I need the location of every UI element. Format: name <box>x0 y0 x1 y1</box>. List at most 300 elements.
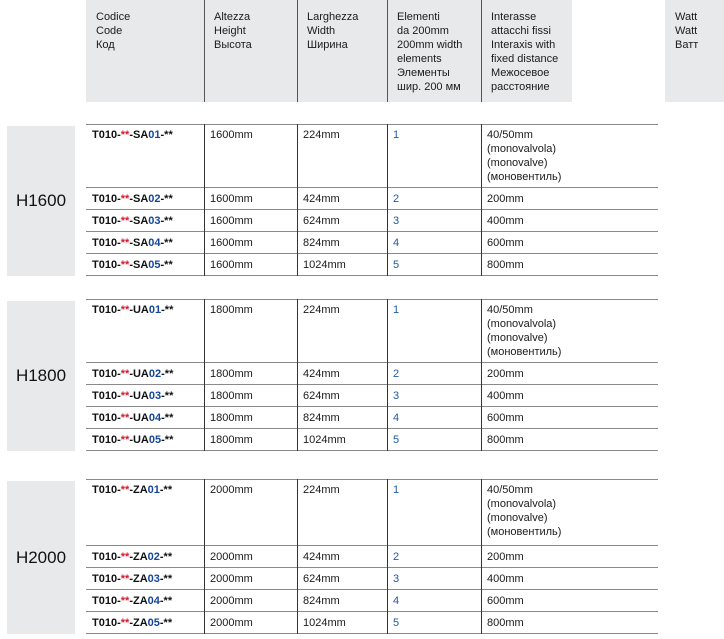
interaxis-line: 800mm <box>487 617 524 629</box>
cell-separator <box>204 590 205 612</box>
cell-width-text: 424mm <box>303 368 340 380</box>
column-gap <box>658 188 724 210</box>
header-line: da 200mm <box>397 25 449 37</box>
cell-code <box>86 299 204 363</box>
cell-width <box>297 124 387 188</box>
code-part: -UA <box>129 412 149 424</box>
cell-width <box>297 590 387 612</box>
interaxis-line: (моновентиль) <box>487 171 562 183</box>
table-row <box>86 385 724 407</box>
cell-interaxis-text <box>481 479 572 539</box>
cell-elements-text: 3 <box>393 215 400 227</box>
code-part: ** <box>120 617 130 629</box>
code-part: 03 <box>148 215 161 227</box>
code-part: ** <box>120 304 130 316</box>
cell-separator <box>204 568 205 590</box>
code-part: -** <box>159 617 173 629</box>
cell-width <box>297 385 387 407</box>
code-part: -UA <box>129 368 149 380</box>
code-part: 01 <box>148 304 162 316</box>
cell-width <box>297 232 387 254</box>
code-part: -ZA <box>129 573 148 585</box>
header-line: 200mm width <box>397 39 463 51</box>
group-label-text: H1600 <box>15 191 67 210</box>
code-part: -** <box>159 595 173 607</box>
code-part: -SA <box>129 193 149 205</box>
cell-code <box>86 124 204 188</box>
cell-separator <box>297 546 298 568</box>
code-part: 04 <box>148 412 162 424</box>
code-part: T010- <box>92 551 121 563</box>
cell-interaxis <box>481 546 572 568</box>
interaxis-line: 400mm <box>487 390 524 402</box>
cell-height-text: 2000mm <box>210 551 253 563</box>
cell-width-text: 824mm <box>303 412 340 424</box>
cell-height <box>204 429 297 451</box>
cell-code <box>86 568 204 590</box>
code-part: ** <box>120 573 130 585</box>
table-row <box>86 407 724 429</box>
cell-separator <box>204 232 205 254</box>
code-part: T010- <box>92 237 121 249</box>
table-row <box>86 124 724 188</box>
code-part: 02 <box>148 193 161 205</box>
code-part: -SA <box>129 237 149 249</box>
interaxis-line: 40/50mm <box>487 129 533 141</box>
cell-width-text: 824mm <box>303 595 340 607</box>
interaxis-line: (monovalvola) <box>487 498 557 510</box>
cell-code-text <box>86 363 204 381</box>
cell-separator <box>297 568 298 590</box>
header-width-lines <box>307 10 358 52</box>
header-line: Interaxis with <box>491 39 556 51</box>
header-interaxis-lines <box>491 10 558 94</box>
group-label-text: H1800 <box>15 366 67 385</box>
cell-elements-text: 4 <box>393 237 400 249</box>
cell-height <box>204 363 297 385</box>
code-part: -SA <box>129 259 149 271</box>
cell-height <box>204 479 297 546</box>
cell-width-text: 1024mm <box>303 259 346 271</box>
cell-separator <box>387 363 388 385</box>
code-part: -UA <box>129 390 149 402</box>
cell-code-text <box>86 429 204 447</box>
column-gap <box>658 429 724 451</box>
code-part: 05 <box>147 617 160 629</box>
cell-separator <box>387 299 388 363</box>
cell-separator <box>387 546 388 568</box>
cell-width-text: 424mm <box>303 551 340 563</box>
cell-separator <box>481 407 482 429</box>
header-elements-lines <box>397 10 462 94</box>
code-part: 04 <box>147 595 160 607</box>
header-line: Watt <box>675 25 698 37</box>
interaxis-line: (моновентиль) <box>487 346 562 358</box>
cell-width-text: 1024mm <box>303 617 346 629</box>
cell-separator <box>387 612 388 634</box>
header-separator <box>204 0 205 102</box>
interaxis-line: 400mm <box>487 215 524 227</box>
code-part: T010- <box>92 573 121 585</box>
code-part: 02 <box>147 551 160 563</box>
cell-separator <box>297 479 298 546</box>
cell-separator <box>297 299 298 363</box>
cell-elements <box>387 210 481 232</box>
cell-separator <box>481 612 482 634</box>
code-part: -** <box>160 129 173 141</box>
cell-width <box>297 299 387 363</box>
cell-elements <box>387 407 481 429</box>
cell-separator <box>204 612 205 634</box>
code-part: -SA <box>129 129 149 141</box>
header-separator <box>481 0 482 102</box>
cell-separator <box>297 407 298 429</box>
cell-elements-text: 5 <box>393 259 400 271</box>
cell-height-text: 1800mm <box>210 304 253 316</box>
column-gap <box>658 254 724 276</box>
cell-interaxis <box>481 232 572 254</box>
table-row <box>86 363 724 385</box>
cell-interaxis <box>481 299 572 363</box>
table-row <box>86 612 724 634</box>
cell-height-text: 1600mm <box>210 237 253 249</box>
header-line: расстояние <box>491 81 550 93</box>
cell-code-text <box>86 546 204 564</box>
cell-elements <box>387 479 481 546</box>
header-line: Ширина <box>307 39 348 51</box>
cell-code-text <box>86 385 204 403</box>
code-part: -** <box>160 237 173 249</box>
cell-interaxis <box>481 385 572 407</box>
table-row <box>86 299 724 363</box>
cell-elements <box>387 363 481 385</box>
cell-width <box>297 546 387 568</box>
table-row <box>86 188 724 210</box>
cell-width <box>297 210 387 232</box>
cell-interaxis-text <box>481 210 572 228</box>
cell-height <box>204 546 297 568</box>
cell-code <box>86 385 204 407</box>
interaxis-line: 40/50mm <box>487 484 533 496</box>
cell-separator <box>297 363 298 385</box>
cell-width <box>297 429 387 451</box>
cell-elements-text: 3 <box>393 390 400 402</box>
column-gap <box>658 479 724 546</box>
cell-code-text <box>86 254 204 272</box>
cell-separator <box>297 124 298 188</box>
code-part: -** <box>159 484 173 496</box>
cell-separator <box>204 188 205 210</box>
code-part: -** <box>161 434 174 446</box>
code-part: T010- <box>92 412 121 424</box>
cell-separator <box>387 254 388 276</box>
code-part: T010- <box>92 617 121 629</box>
cell-interaxis <box>481 429 572 451</box>
cell-width-text: 824mm <box>303 237 340 249</box>
cell-elements-text: 4 <box>393 412 400 424</box>
cell-height <box>204 188 297 210</box>
header-line: attacchi fissi <box>491 25 551 37</box>
code-part: ** <box>120 129 130 141</box>
cell-interaxis-text <box>481 546 572 564</box>
interaxis-line: 600mm <box>487 595 524 607</box>
group-label-h2000 <box>7 481 75 634</box>
code-part: T010- <box>92 215 121 227</box>
cell-interaxis-text <box>481 612 572 630</box>
code-part: ** <box>120 215 130 227</box>
cell-separator <box>481 546 482 568</box>
cell-height-text: 1800mm <box>210 434 253 446</box>
code-part: ** <box>120 193 130 205</box>
cell-code-text <box>86 210 204 228</box>
cell-interaxis <box>481 407 572 429</box>
cell-interaxis-text <box>481 590 572 608</box>
column-gap <box>658 299 724 363</box>
code-part: ** <box>120 412 130 424</box>
cell-elements-text: 5 <box>393 434 400 446</box>
cell-separator <box>387 232 388 254</box>
interaxis-line: (monovalvola) <box>487 143 557 155</box>
cell-height-text: 1800mm <box>210 368 253 380</box>
code-part: T010- <box>92 434 121 446</box>
code-part: 04 <box>148 237 161 249</box>
cell-separator <box>387 124 388 188</box>
cell-width <box>297 363 387 385</box>
column-gap <box>658 612 724 634</box>
code-part: -** <box>161 368 174 380</box>
cell-interaxis-text <box>481 385 572 403</box>
cell-interaxis <box>481 568 572 590</box>
column-gap <box>658 590 724 612</box>
header-elements <box>387 0 481 102</box>
column-gap <box>658 546 724 568</box>
cell-interaxis <box>481 210 572 232</box>
interaxis-line: 800mm <box>487 259 524 271</box>
cell-elements-text: 2 <box>393 551 400 563</box>
cell-elements <box>387 188 481 210</box>
cell-code <box>86 479 204 546</box>
code-part: -** <box>160 259 173 271</box>
cell-height-text: 1600mm <box>210 259 253 271</box>
header-line: Межосевое <box>491 67 550 79</box>
cell-separator <box>204 479 205 546</box>
cell-code-text <box>86 479 204 497</box>
cell-height-text: 1800mm <box>210 390 253 402</box>
interaxis-line: 200mm <box>487 368 524 380</box>
cell-interaxis-text <box>481 232 572 250</box>
header-line: Ватт <box>675 39 699 51</box>
cell-code-text <box>86 612 204 630</box>
cell-interaxis-text <box>481 254 572 272</box>
cell-width-text: 624mm <box>303 573 340 585</box>
header-code <box>86 0 204 102</box>
table-row <box>86 254 724 276</box>
cell-separator <box>481 210 482 232</box>
cell-height-text: 2000mm <box>210 617 253 629</box>
cell-elements <box>387 299 481 363</box>
cell-height <box>204 299 297 363</box>
cell-width <box>297 188 387 210</box>
cell-interaxis-text <box>481 299 572 359</box>
cell-code-text <box>86 568 204 586</box>
interaxis-line: (моновентиль) <box>487 526 562 538</box>
header-separator <box>297 0 298 102</box>
cell-separator <box>481 385 482 407</box>
table-row <box>86 568 724 590</box>
cell-height-text: 1800mm <box>210 412 253 424</box>
code-part: -UA <box>129 434 149 446</box>
cell-elements <box>387 254 481 276</box>
header-code-lines <box>96 10 130 52</box>
cell-elements <box>387 232 481 254</box>
cell-interaxis <box>481 479 572 546</box>
cell-width <box>297 254 387 276</box>
code-part: T010- <box>92 484 121 496</box>
interaxis-line: 40/50mm <box>487 304 533 316</box>
code-part: -** <box>160 193 173 205</box>
header-height <box>204 0 297 102</box>
cell-height-text: 1600mm <box>210 215 253 227</box>
cell-separator <box>387 479 388 546</box>
code-part: T010- <box>92 595 121 607</box>
header-line: elements <box>397 53 442 65</box>
header-line: шир. 200 мм <box>397 81 461 93</box>
header-interaxis <box>481 0 572 102</box>
group-label-h1600 <box>7 126 75 276</box>
cell-width-text: 624mm <box>303 390 340 402</box>
code-part: T010- <box>92 304 121 316</box>
interaxis-line: 800mm <box>487 434 524 446</box>
code-part: ** <box>120 390 130 402</box>
cell-width <box>297 612 387 634</box>
cell-separator <box>204 254 205 276</box>
code-part: ** <box>120 551 130 563</box>
code-part: -** <box>161 412 174 424</box>
cell-height-text: 2000mm <box>210 595 253 607</box>
code-part: ** <box>120 368 130 380</box>
cell-separator <box>204 385 205 407</box>
cell-separator <box>297 385 298 407</box>
cell-elements <box>387 612 481 634</box>
header-line: Width <box>307 25 336 37</box>
cell-separator <box>387 407 388 429</box>
code-part: 01 <box>148 129 161 141</box>
table-row <box>86 429 724 451</box>
code-part: T010- <box>92 129 121 141</box>
column-gap <box>658 568 724 590</box>
table-row <box>86 590 724 612</box>
interaxis-line: 200mm <box>487 551 524 563</box>
cell-separator <box>204 210 205 232</box>
cell-elements <box>387 568 481 590</box>
cell-separator <box>204 124 205 188</box>
cell-separator <box>297 210 298 232</box>
cell-separator <box>204 407 205 429</box>
cell-separator <box>481 299 482 363</box>
header-line: Код <box>96 39 115 51</box>
cell-height <box>204 254 297 276</box>
cell-separator <box>481 232 482 254</box>
column-gap <box>658 232 724 254</box>
cell-width-text: 224mm <box>303 129 340 141</box>
interaxis-line: 600mm <box>487 237 524 249</box>
code-part: -ZA <box>129 595 148 607</box>
cell-elements <box>387 590 481 612</box>
cell-interaxis-text <box>481 429 572 447</box>
cell-separator <box>481 429 482 451</box>
code-part: 05 <box>148 434 162 446</box>
cell-code-text <box>86 590 204 608</box>
cell-code <box>86 546 204 568</box>
code-part: 01 <box>147 484 160 496</box>
cell-width <box>297 568 387 590</box>
cell-height <box>204 612 297 634</box>
header-width <box>297 0 387 102</box>
table-row <box>86 232 724 254</box>
column-gap <box>658 407 724 429</box>
cell-separator <box>481 568 482 590</box>
cell-interaxis-text <box>481 188 572 206</box>
table-row <box>86 546 724 568</box>
interaxis-line: (monovalve) <box>487 512 548 524</box>
code-part: -** <box>159 573 173 585</box>
code-part: ** <box>120 484 130 496</box>
cell-separator <box>387 568 388 590</box>
cell-interaxis <box>481 254 572 276</box>
cell-height <box>204 385 297 407</box>
cell-elements <box>387 429 481 451</box>
header-height-lines <box>214 10 252 52</box>
header-line: Interasse <box>491 11 537 23</box>
cell-elements-text: 1 <box>393 304 400 316</box>
cell-code <box>86 407 204 429</box>
cell-code-text <box>86 299 204 317</box>
cell-separator <box>481 479 482 546</box>
code-part: 02 <box>148 368 162 380</box>
interaxis-line: (monovalvola) <box>487 318 557 330</box>
code-part: 05 <box>148 259 161 271</box>
cell-height-text: 2000mm <box>210 573 253 585</box>
cell-separator <box>204 363 205 385</box>
header-line: fixed distance <box>491 53 559 65</box>
cell-width <box>297 479 387 546</box>
cell-code <box>86 188 204 210</box>
cell-separator <box>204 429 205 451</box>
interaxis-line: (monovalve) <box>487 332 548 344</box>
header-line: Code <box>96 25 123 37</box>
cell-width-text: 424mm <box>303 193 340 205</box>
cell-interaxis-text <box>481 124 572 184</box>
cell-code <box>86 363 204 385</box>
header-line: Codice <box>96 11 131 23</box>
cell-elements-text: 2 <box>393 193 400 205</box>
cell-elements-text: 1 <box>393 484 400 496</box>
cell-height-text: 2000mm <box>210 484 253 496</box>
cell-interaxis <box>481 363 572 385</box>
cell-elements-text: 1 <box>393 129 400 141</box>
header-line: Watt <box>675 11 698 23</box>
cell-code-text <box>86 407 204 425</box>
cell-interaxis-text <box>481 407 572 425</box>
code-part: -ZA <box>129 617 148 629</box>
cell-height <box>204 568 297 590</box>
code-part: -SA <box>129 215 149 227</box>
header-line: Altezza <box>214 11 251 23</box>
cell-separator <box>387 590 388 612</box>
interaxis-line: 400mm <box>487 573 524 585</box>
cell-interaxis-text <box>481 568 572 586</box>
code-part: 03 <box>147 573 160 585</box>
